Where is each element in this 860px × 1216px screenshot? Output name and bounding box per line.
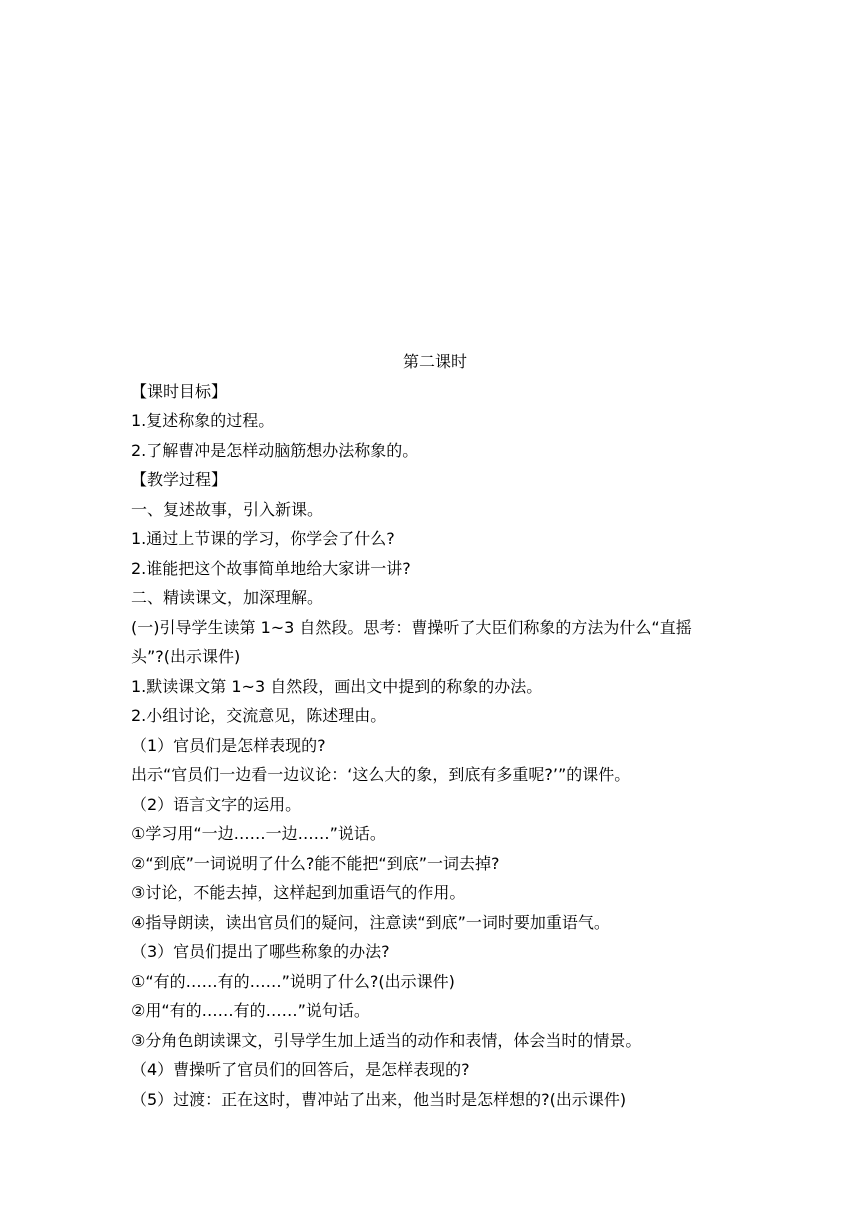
section-heading-process: 【教学过程】 bbox=[131, 470, 228, 489]
sub-point-2-item-3: ③讨论，不能去掉，这样起到加重语气的作用。 bbox=[131, 883, 466, 902]
step-heading-1: 一、复述故事，引入新课。 bbox=[131, 499, 324, 519]
sub-point-2: （2）语言文字的运用。 bbox=[131, 794, 302, 814]
page-title: 第二课时 bbox=[402, 352, 467, 371]
sub-point-3-item-3: ③分角色朗读课文，引导学生加上适当的动作和表情，体会当时的情景。 bbox=[131, 1030, 642, 1050]
goal-item-2: 2.了解曹冲是怎样动脑筋想办法称象的。 bbox=[131, 440, 419, 460]
document-body bbox=[131, 347, 739, 1114]
section-heading-goals: 【课时目标】 bbox=[131, 381, 228, 401]
sub-point-5: （5）过渡：正在这时，曹冲站了出来，他当时是怎样想的?(出示课件) bbox=[131, 1089, 627, 1109]
question-1: 1.通过上节课的学习，你学会了什么? bbox=[131, 529, 395, 548]
reading-task-2: 2.小组讨论，交流意见，陈述理由。 bbox=[131, 706, 387, 725]
sub-point-2-item-2: ②“到底”一词说明了什么?能不能把“到底”一词去掉? bbox=[131, 853, 500, 873]
step-heading-2: 二、精读课文，加深理解。 bbox=[131, 588, 324, 607]
reading-guide-line-2: 头”?(出示课件) bbox=[131, 647, 241, 666]
reading-task-1: 1.默读课文第 1~3 自然段，画出文中提到的称象的办法。 bbox=[131, 676, 543, 696]
sub-point-2-item-1: ①学习用“一边……一边……”说话。 bbox=[131, 824, 386, 843]
sub-point-1: （1）官员们是怎样表现的? bbox=[131, 735, 326, 755]
sub-point-3-item-1: ①“有的……有的……”说明了什么?(出示课件) bbox=[131, 971, 455, 991]
question-2: 2.谁能把这个故事简单地给大家讲一讲? bbox=[131, 558, 411, 578]
sub-point-3: （3）官员们提出了哪些称象的办法? bbox=[131, 942, 390, 961]
reading-guide-line-1: (一)引导学生读第 1~3 自然段。思考：曹操听了大臣们称象的方法为什么“直摇 bbox=[131, 617, 692, 637]
sub-point-4: （4）曹操听了官员们的回答后，是怎样表现的? bbox=[131, 1060, 470, 1079]
sub-point-2-item-4: ④指导朗读，读出官员们的疑问，注意读“到底”一词时要加重语气。 bbox=[131, 912, 610, 932]
sub-point-1-detail: 出示“官员们一边看一边议论：‘这么大的象，到底有多重呢?’”的课件。 bbox=[131, 765, 631, 784]
sub-point-3-item-2: ②用“有的……有的……”说句话。 bbox=[131, 1001, 370, 1020]
goal-item-1: 1.复述称象的过程。 bbox=[131, 411, 275, 430]
